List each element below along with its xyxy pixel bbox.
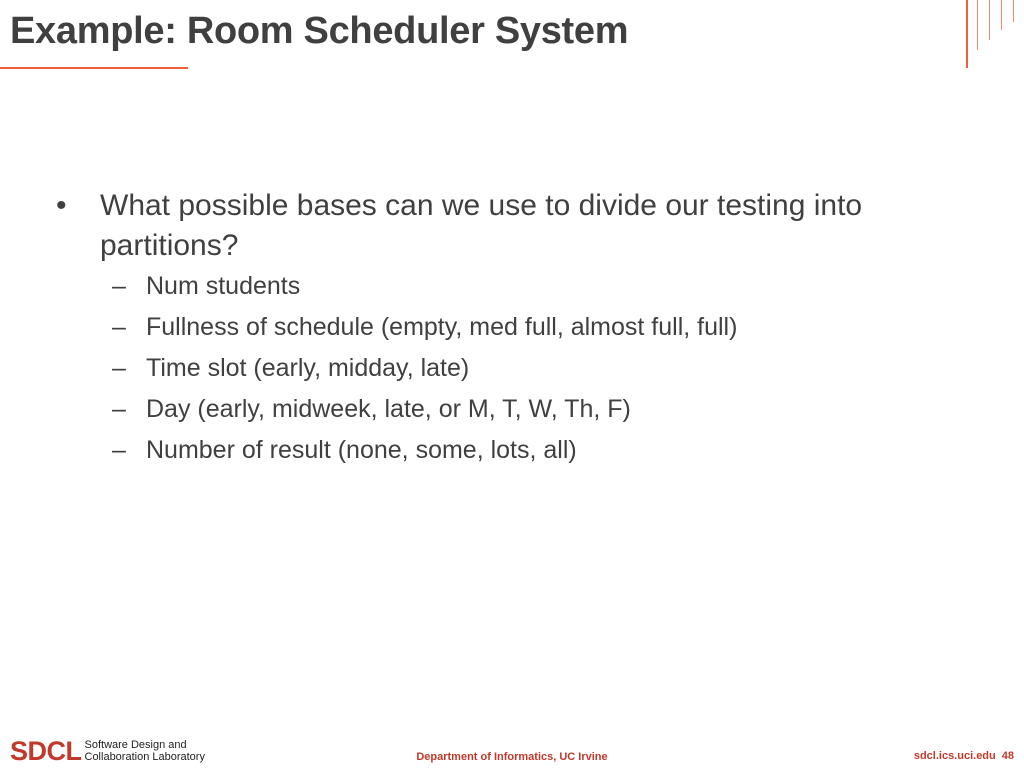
sub-item: [112, 352, 936, 393]
decorative-line: [989, 0, 990, 40]
decorative-line: [966, 0, 968, 68]
logo-subtitle-line2: Collaboration Laboratory: [84, 751, 205, 763]
slide-body: [56, 186, 936, 475]
sub-item: [112, 270, 936, 311]
title-underline: [0, 67, 188, 69]
sub-item-text: Time slot (early, midday, late): [146, 354, 470, 382]
bullet-item: [56, 186, 936, 266]
sub-item-text: Num students: [146, 272, 301, 300]
site-url: sdcl.ics.uci.edu: [913, 750, 996, 762]
footer-site: [914, 750, 1014, 762]
decorative-line: [977, 0, 978, 50]
sub-marker: –: [112, 313, 126, 341]
sub-marker: –: [112, 395, 126, 423]
slide-title: Example: Room Scheduler System: [10, 10, 629, 52]
sub-item-text: Number of result (none, some, lots, all): [146, 436, 577, 464]
decorative-line: [1013, 0, 1014, 22]
sub-marker: –: [112, 272, 126, 300]
page-number: 48: [1001, 750, 1014, 762]
logo-subtitle-line1: Software Design and: [84, 739, 187, 751]
bullet-marker: •: [56, 189, 67, 222]
sub-marker: –: [112, 436, 126, 464]
logo-wordmark: SDCL: [10, 736, 82, 766]
sub-list: [112, 270, 936, 475]
decorative-line: [1001, 0, 1002, 30]
sub-item-text: Fullness of schedule (empty, med full, almost full, full): [146, 313, 738, 341]
sub-item: [112, 434, 936, 475]
sub-marker: –: [112, 354, 126, 382]
footer-department: Department of Informatics, UC Irvine: [416, 751, 608, 763]
sub-item-text: Day (early, midweek, late, or M, T, W, Th, F): [146, 395, 631, 423]
sub-item: [112, 393, 936, 434]
bullet-text: What possible bases can we use to divide our testing into partitions?: [100, 189, 863, 262]
sub-item: [112, 311, 936, 352]
